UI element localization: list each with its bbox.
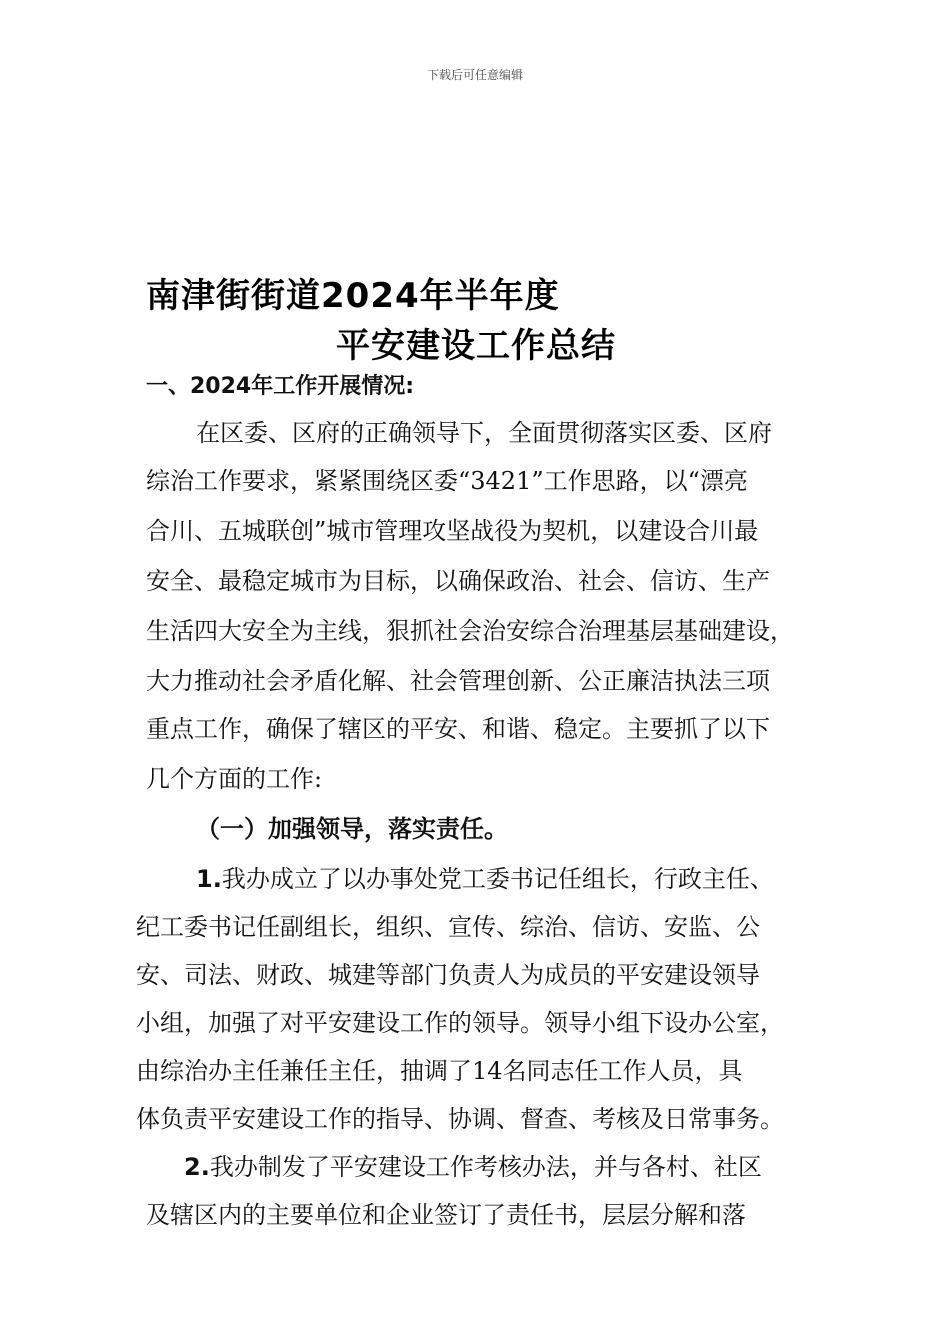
list-item-2-first-line [184, 1152, 762, 1182]
paragraph-line: 合川、五城联创”城市管理攻坚战役为契机，以建设合川最 [146, 517, 759, 545]
paragraph-line: 安全、最稳定城市为目标，以确保政治、社会、信访、生产 [146, 567, 770, 595]
paragraph-line: 安、司法、财政、城建等部门负责人为成员的平安建设领导 [136, 961, 760, 989]
paragraph-line: 大力推动社会矛盾化解、社会管理创新、公正廉洁执法三项 [146, 667, 770, 695]
paragraph-line: 纪工委书记任副组长，组织、宣传、综治、信访、安监、公 [136, 913, 760, 941]
list-item-1-first-line [196, 864, 774, 894]
paragraph-line: 由综治办主任兼任主任，抽调了14名同志任工作人员，具 [136, 1057, 743, 1085]
paragraph-line: 综治工作要求，紧紧围绕区委“3421”工作思路，以“漂亮 [146, 467, 748, 495]
list-item-number: 1. [196, 865, 222, 893]
paragraph-line: 小组，加强了对平安建设工作的领导。领导小组下设办公室， [136, 1009, 784, 1037]
section-heading: 一、2024年工作开展情况: [146, 374, 415, 399]
paragraph-line: 及辖区内的主要单位和企业签订了责任书，层层分解和落 [146, 1201, 746, 1229]
paragraph-line: 体负责平安建设工作的指导、协调、督查、考核及日常事务。 [136, 1105, 784, 1133]
document-title-line-2: 平安建设工作总结 [336, 326, 616, 366]
subsection-heading: （一）加强领导，落实责任。 [196, 815, 508, 843]
list-item-text: 我办成立了以办事处党工委书记任组长，行政主任、 [221, 865, 774, 893]
paragraph-line: 几个方面的工作: [146, 765, 323, 793]
paragraph-line: 在区委、区府的正确领导下，全面贯彻落实区委、区府 [196, 419, 772, 447]
document-title-line-1: 南津街街道2024年半年度 [146, 276, 560, 316]
list-item-text: 我办制发了平安建设工作考核办法，并与各村、社区 [209, 1153, 762, 1181]
list-item-number: 2. [184, 1153, 210, 1181]
paragraph-line: 生活四大安全为主线，狠抓社会治安综合治理基层基础建设， [146, 617, 794, 645]
paragraph-line: 重点工作，确保了辖区的平安、和谐、稳定。主要抓了以下 [146, 715, 770, 743]
header-note: 下载后可任意编辑 [426, 68, 523, 82]
